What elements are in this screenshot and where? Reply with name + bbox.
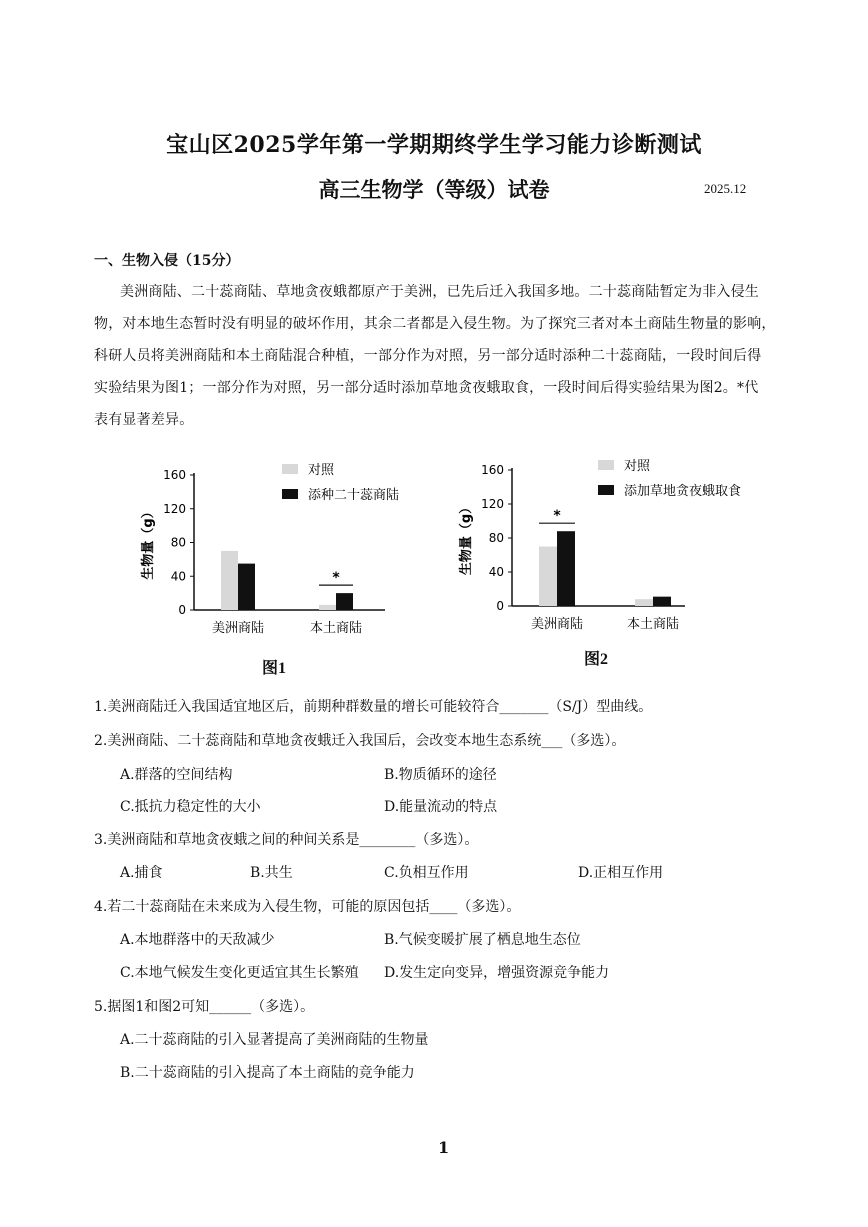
bar-treatment	[653, 597, 671, 606]
legend-label: 添种二十蕊商陆	[308, 488, 400, 503]
exam-title: 宝山区2025学年第一学期期终学生学习能力诊断测试	[166, 132, 702, 158]
y-tick-label: 80	[488, 531, 504, 545]
question-5: 5.据图1和图2可知______（多选）。	[94, 999, 315, 1015]
figure-1-caption: 图1	[262, 660, 287, 677]
page-number: 1	[438, 1138, 450, 1157]
bar-control	[539, 547, 557, 607]
x-category-label: 美洲商陆	[530, 617, 584, 632]
legend-swatch	[282, 464, 298, 474]
y-tick-label: 40	[170, 569, 186, 584]
bar-control	[319, 605, 336, 610]
paragraph-line-3: 科研人员将美洲商陆和本土商陆混合种植，一部分作为对照，另一部分适时添种二十蕊商陆，一段时间后得	[94, 348, 762, 364]
legend-swatch	[598, 460, 614, 470]
x-category-label: 美洲商陆	[211, 621, 265, 636]
section-heading: 一、生物入侵（15分）	[94, 253, 240, 269]
y-tick-label: 160	[481, 463, 504, 477]
y-tick-label: 160	[163, 468, 186, 482]
question-2: 2.美洲商陆、二十蕊商陆和草地贪夜蛾迁入我国后，会改变本地生态系统___（多选）。	[94, 733, 626, 749]
q3-option-b: B.共生	[250, 865, 293, 881]
q4-option-a: A.本地群落中的天敌减少	[120, 932, 275, 948]
q2-option-d: D.能量流动的特点	[384, 799, 498, 815]
q5-option-b: B.二十蕊商陆的引入提高了本土商陆的竞争能力	[120, 1065, 415, 1081]
y-tick-label: 120	[163, 501, 186, 516]
q2-option-b: B.物质循环的途径	[384, 767, 497, 783]
y-tick-label: 40	[488, 565, 504, 579]
bar-treatment	[557, 531, 575, 606]
y-axis-label: 生物量（g）	[459, 500, 474, 576]
bar-control	[221, 551, 238, 610]
paragraph-line-1: 美洲商陆、二十蕊商陆、草地贪夜蛾都原产于美洲，已先后迁入我国多地。二十蕊商陆暂定为非入侵生	[120, 284, 759, 300]
legend-label: 对照	[308, 463, 335, 478]
y-tick-label: 0	[178, 603, 186, 617]
significance-star: *	[553, 508, 561, 525]
bar-treatment	[238, 564, 255, 610]
x-category-label: 本土商陆	[626, 617, 680, 632]
q2-option-c: C.抵抗力稳定性的大小	[120, 799, 261, 815]
q2-option-a: A.群落的空间结构	[120, 767, 233, 783]
y-axis-label: 生物量（g）	[141, 505, 156, 580]
q4-option-b: B.气候变暖扩展了栖息地生态位	[384, 932, 581, 948]
legend-swatch	[598, 485, 614, 495]
bar-control	[635, 599, 653, 606]
legend-label: 对照	[624, 459, 651, 474]
question-4: 4.若二十蕊商陆在未来成为入侵生物，可能的原因包括____（多选）。	[94, 899, 521, 915]
paragraph-line-2: 物，对本地生态暂时没有明显的破坏作用，其余二者都是入侵生物。为了探究三者对本土商陆生物量的影响，	[94, 316, 776, 332]
q3-option-d: D.正相互作用	[578, 865, 664, 881]
y-tick-label: 0	[496, 599, 504, 613]
bar-treatment	[336, 593, 353, 610]
x-category-label: 本土商陆	[309, 621, 363, 636]
significance-star: *	[332, 570, 340, 587]
q3-option-a: A.捕食	[120, 865, 163, 881]
question-1: 1.美洲商陆迁入我国适宜地区后，前期种群数量的增长可能较符合_______（S/J）型曲线。	[94, 699, 653, 715]
y-tick-label: 80	[170, 535, 186, 550]
legend-swatch	[282, 489, 298, 499]
figure-1-chart	[130, 455, 430, 640]
paragraph-line-5: 表有显著差异。	[94, 412, 194, 428]
q4-option-d: D.发生定向变异，增强资源竞争能力	[384, 965, 610, 981]
y-tick-label: 120	[481, 497, 504, 511]
question-3: 3.美洲商陆和草地贪夜蛾之间的种间关系是________（多选）。	[94, 832, 479, 848]
q5-option-a: A.二十蕊商陆的引入显著提高了美洲商陆的生物量	[120, 1032, 429, 1048]
legend-label: 添加草地贪夜蛾取食	[624, 484, 742, 499]
figure-2-caption: 图2	[584, 651, 609, 668]
exam-subtitle: 高三生物学（等级）试卷	[318, 177, 550, 202]
q3-option-c: C.负相互作用	[384, 865, 469, 881]
exam-date: 2025.12	[704, 181, 747, 196]
paragraph-line-4: 实验结果为图1；一部分作为对照，另一部分适时添加草地贪夜蛾取食，一段时间后得实验结果为图2。*代	[94, 380, 759, 396]
q4-option-c: C.本地气候发生变化更适宜其生长繁殖	[120, 965, 359, 981]
figure-2-chart	[450, 450, 780, 635]
